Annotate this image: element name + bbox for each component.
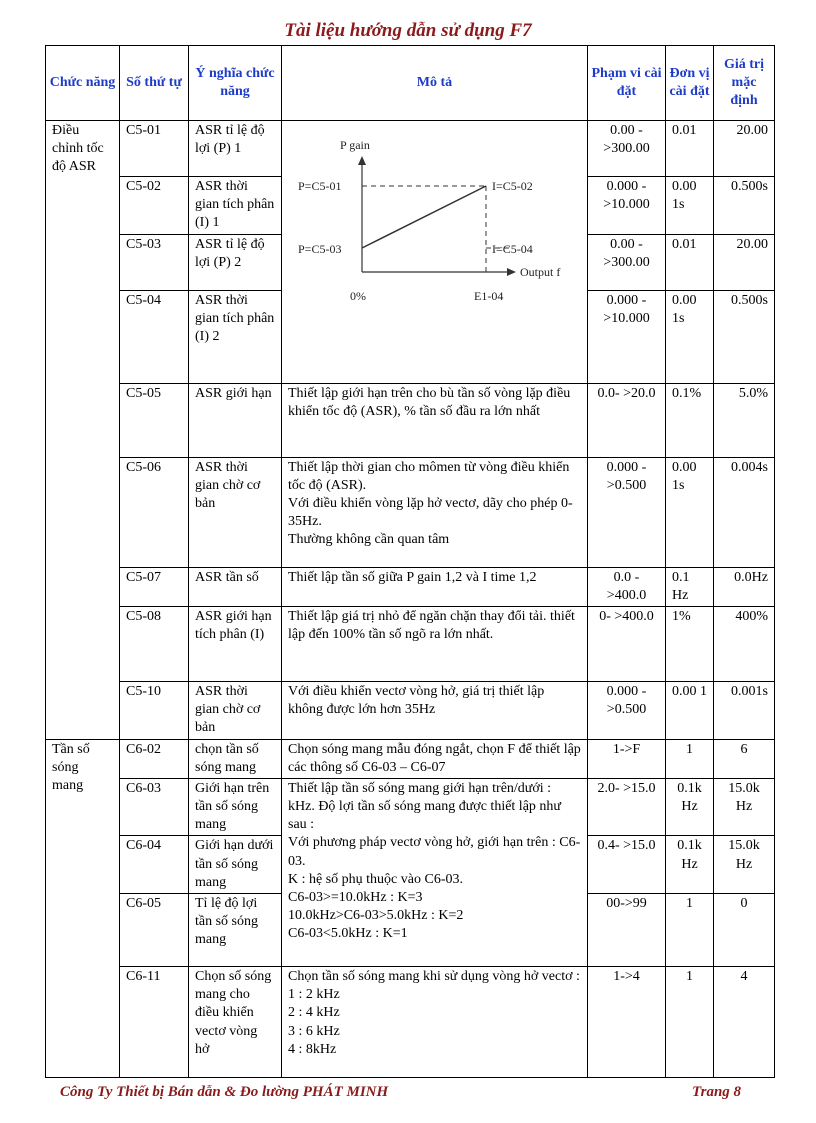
- col-header-unit: Đơn vị cài đặt: [666, 46, 714, 121]
- x-axis-arrow-icon: [507, 268, 516, 276]
- param-number: C6-02: [120, 739, 189, 778]
- param-description: Thiết lập giá trị nhỏ để ngăn chặn thay đổi tải. thiết lập đến 100% tần số ngõ ra lớn nhất.: [282, 606, 588, 681]
- description-line: Thiết lập thời gian cho mômen từ vòng điều khiển tốc độ (ASR).: [288, 459, 570, 493]
- param-number: C5-07: [120, 567, 189, 606]
- param-range: 0.00 - >300.00: [588, 234, 666, 290]
- param-description: Với điều khiển vectơ vòng hở, giá trị thiết lập không được lớn hơn 35Hz: [282, 681, 588, 739]
- y-axis-arrow-icon: [358, 156, 366, 165]
- group-asr: Điều chỉnh tốc độ ASR: [46, 121, 120, 740]
- param-number: C6-05: [120, 894, 189, 967]
- table-row: [46, 606, 775, 681]
- param-number: C5-01: [120, 121, 189, 177]
- col-header-range: Phạm vi cài đặt: [588, 46, 666, 121]
- param-unit: 0.00 1s: [666, 177, 714, 235]
- description-line: Thường không cần quan tâm: [288, 532, 450, 548]
- label-i-low: I=C5-04: [492, 242, 533, 256]
- param-range: 0- >400.0: [588, 606, 666, 681]
- param-meaning: ASR tần số: [189, 567, 282, 606]
- param-number: C6-03: [120, 778, 189, 836]
- param-range: 0.0- >20.0: [588, 383, 666, 457]
- param-default: 0.500s: [714, 177, 775, 235]
- col-header-number: Số thứ tự: [120, 46, 189, 121]
- document-title: Tài liệu hướng dẫn sử dụng F7: [284, 20, 532, 41]
- table-row: [46, 681, 775, 739]
- param-unit: 0.1k Hz: [666, 778, 714, 836]
- param-range: 0.000 - >10.000: [588, 177, 666, 235]
- param-range: 0.000 ->0.500: [588, 681, 666, 739]
- param-meaning: Giới hạn dưới tần số sóng mang: [189, 836, 282, 894]
- gain-line: [362, 186, 486, 248]
- param-number: C5-08: [120, 606, 189, 681]
- parameter-table: [45, 45, 775, 1078]
- col-header-default: Giá trị mặc định: [714, 46, 775, 121]
- param-default: 0.004s: [714, 457, 775, 567]
- param-meaning: ASR thời gian tích phân (I) 1: [189, 177, 282, 235]
- param-default: 15.0k Hz: [714, 836, 775, 894]
- table-row: [46, 457, 775, 567]
- param-meaning: ASR thời gian chờ cơ bản: [189, 681, 282, 739]
- description-line: C6-03>=10.0kHz : K=3: [288, 890, 423, 905]
- param-unit: 0.01: [666, 234, 714, 290]
- param-range: 0.000 - >10.000: [588, 290, 666, 383]
- description-line: 4 : 8kHz: [288, 1041, 337, 1057]
- param-default: 0: [714, 894, 775, 967]
- param-description: Thiết lập tần số giữa P gain 1,2 và I time 1,2: [282, 567, 588, 606]
- param-meaning: ASR giới hạn: [189, 383, 282, 457]
- description-line: Thiết lập tần số sóng mang giới hạn trên/dưới : kHz. Độ lợi tần số sóng mang được thiết lập như sau :: [288, 780, 561, 833]
- description-line: 2 : 4 kHz: [288, 1005, 340, 1021]
- param-default: 0.001s: [714, 681, 775, 739]
- param-number: C5-03: [120, 234, 189, 290]
- param-unit: 0.00 1: [666, 681, 714, 739]
- param-unit: 1: [666, 739, 714, 778]
- param-unit: 0.01: [666, 121, 714, 177]
- footer-page-number: Trang 8: [692, 1084, 742, 1100]
- param-unit: 1: [666, 894, 714, 967]
- col-header-meaning: Ý nghĩa chức năng: [189, 46, 282, 121]
- param-meaning: Giới hạn trên tần số sóng mang: [189, 778, 282, 836]
- header-row: [46, 46, 775, 121]
- asr-gain-chart-cell: [282, 121, 588, 384]
- param-range: 0.0 ->400.0: [588, 567, 666, 606]
- param-default: 0.500s: [714, 290, 775, 383]
- param-default: 4: [714, 967, 775, 1078]
- group-carrier: Tần số sóng mang: [46, 739, 120, 1078]
- table-row: [46, 739, 775, 778]
- param-unit: 0.1 Hz: [666, 567, 714, 606]
- description-line: K : hệ số phụ thuộc vào C6-03.: [288, 871, 463, 887]
- param-unit: 1%: [666, 606, 714, 681]
- param-meaning: Chọn số sóng mang cho điều khiển vectơ vòng hở: [189, 967, 282, 1078]
- param-description: [282, 967, 588, 1078]
- param-number: C5-06: [120, 457, 189, 567]
- table-row: [46, 383, 775, 457]
- param-default: 20.00: [714, 234, 775, 290]
- param-meaning: ASR giới hạn tích phân (I): [189, 606, 282, 681]
- label-i-high: I=C5-02: [492, 179, 533, 193]
- param-number: C5-02: [120, 177, 189, 235]
- param-range: 1->F: [588, 739, 666, 778]
- table-row: [46, 121, 775, 177]
- param-default: 15.0k Hz: [714, 778, 775, 836]
- description-line: 1 : 2 kHz: [288, 987, 340, 1003]
- footer-company: Công Ty Thiết bị Bán dẫn & Đo lường PHÁT MINH: [60, 1084, 389, 1100]
- param-description: Chọn sóng mang mẫu đóng ngắt, chọn F để thiết lập các thông số C6-03 – C6-07: [282, 739, 588, 778]
- param-meaning: Tỉ lệ độ lợi tần số sóng mang: [189, 894, 282, 967]
- param-meaning: ASR thời gian chờ cơ bản: [189, 457, 282, 567]
- param-number: C6-11: [120, 967, 189, 1078]
- description-line: Với phương pháp vectơ vòng hở, giới hạn trên : C6-03.: [288, 835, 581, 869]
- label-origin: 0%: [350, 289, 366, 303]
- description-line: 10.0kHz>C6-03>5.0kHz : K=2: [288, 908, 464, 924]
- label-p-low: P=C5-03: [298, 242, 342, 256]
- col-header-description: Mô tả: [282, 46, 588, 121]
- param-number: C5-05: [120, 383, 189, 457]
- param-range: 0.000 ->0.500: [588, 457, 666, 567]
- param-meaning: ASR tỉ lệ độ lợi (P) 2: [189, 234, 282, 290]
- description-line: Chọn tần số sóng mang khi sử dụng vòng hở vectơ :: [288, 969, 580, 984]
- param-meaning: ASR thời gian tích phân (I) 2: [189, 290, 282, 383]
- param-meaning: ASR tỉ lệ độ lợi (P) 1: [189, 121, 282, 177]
- param-number: C5-04: [120, 290, 189, 383]
- param-default: 5.0%: [714, 383, 775, 457]
- param-range: 1->4: [588, 967, 666, 1078]
- param-number: C6-04: [120, 836, 189, 894]
- description-line: C6-03<5.0kHz : K=1: [288, 926, 408, 942]
- y-axis-label: P gain: [340, 138, 370, 152]
- param-unit: 0.00 1s: [666, 457, 714, 567]
- param-range: 0.00 - >300.00: [588, 121, 666, 177]
- label-p-high: P=C5-01: [298, 179, 342, 193]
- param-range: 00->99: [588, 894, 666, 967]
- label-break: E1-04: [474, 289, 504, 303]
- asr-gain-chart: [288, 122, 594, 317]
- param-description: [282, 457, 588, 567]
- carrier-description: [282, 778, 588, 966]
- param-default: 400%: [714, 606, 775, 681]
- param-description: Thiết lập giới hạn trên cho bù tần số vòng lặp điều khiển tốc độ (ASR), % tần số đầu ra lớn nhất: [282, 383, 588, 457]
- param-default: 0.0Hz: [714, 567, 775, 606]
- x-axis-label: Output f: [520, 265, 561, 279]
- table-row: [46, 567, 775, 606]
- param-unit: 0.00 1s: [666, 290, 714, 383]
- table-row: [46, 778, 775, 836]
- description-line: Với điều khiển vòng lặp hở vectơ, dãy cho phép 0-35Hz.: [288, 495, 573, 530]
- description-line: 3 : 6 kHz: [288, 1023, 340, 1039]
- param-meaning: chọn tần số sóng mang: [189, 739, 282, 778]
- param-range: 2.0- >15.0: [588, 778, 666, 836]
- param-default: 6: [714, 739, 775, 778]
- param-range: 0.4- >15.0: [588, 836, 666, 894]
- param-default: 20.00: [714, 121, 775, 177]
- table-row: [46, 967, 775, 1078]
- param-number: C5-10: [120, 681, 189, 739]
- param-unit: 1: [666, 967, 714, 1078]
- param-unit: 0.1k Hz: [666, 836, 714, 894]
- col-header-function: Chức năng: [46, 46, 120, 121]
- param-unit: 0.1%: [666, 383, 714, 457]
